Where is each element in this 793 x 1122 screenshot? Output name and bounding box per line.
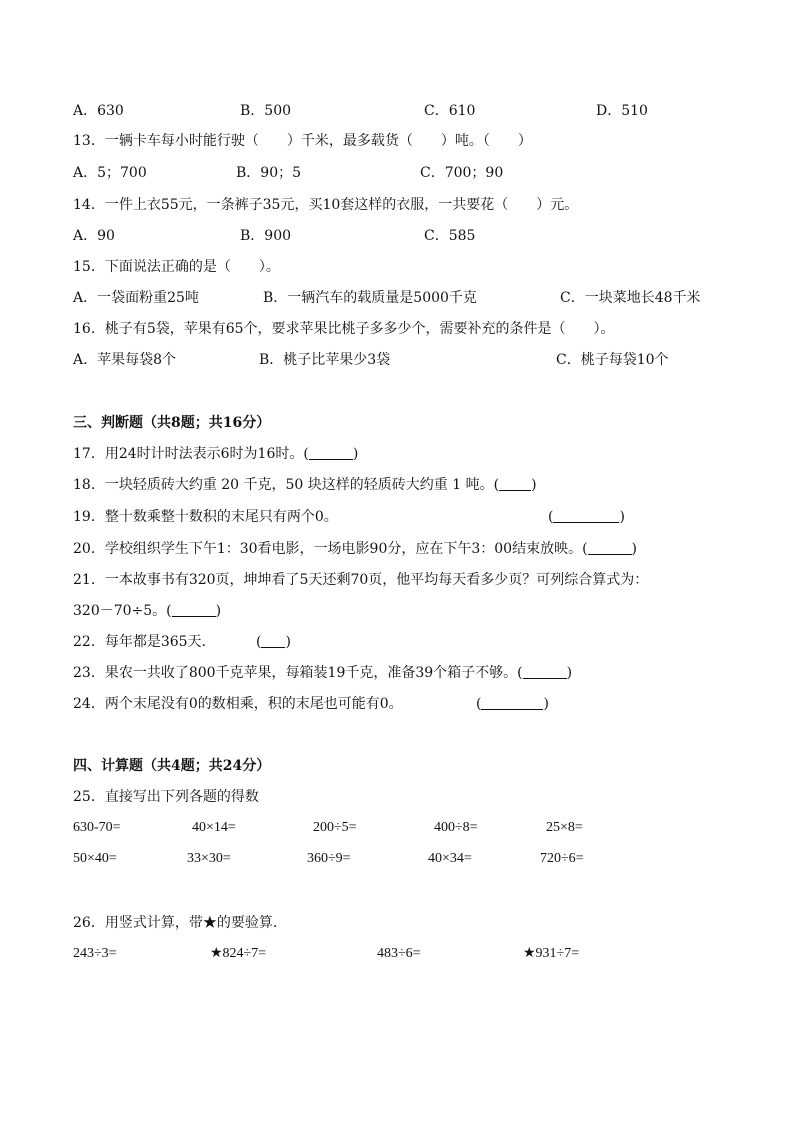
- q15-option-c: C．一块菜地长48千米: [560, 290, 701, 306]
- q22-answer: ( ): [256, 634, 291, 650]
- q24-statement: 24．两个末尾没有0的数相乘，积的末尾也可能有0。: [73, 696, 403, 712]
- q26-item: 243÷3=: [73, 946, 117, 961]
- q23-statement: 23．果农一共收了800千克苹果，每箱装19千克，准备39个箱子不够。( ): [73, 665, 573, 681]
- q12-option-b: B．500: [240, 103, 292, 119]
- q24-answer: ( ): [476, 696, 549, 712]
- q12-option-d: D．510: [596, 103, 648, 119]
- q25-item: 50×40=: [73, 851, 117, 866]
- q16-option-a: A．苹果每袋8个: [73, 352, 177, 368]
- q16-option-c: C．桃子每袋10个: [556, 352, 669, 368]
- q23-answer-blank[interactable]: [523, 664, 567, 679]
- q25-item: 33×30=: [187, 851, 231, 866]
- q13-option-b: B．90；5: [236, 165, 302, 181]
- q21-answer-blank[interactable]: [172, 602, 216, 617]
- q25-item: 200÷5=: [313, 820, 357, 835]
- q14-question: 14．一件上衣55元，一条裤子35元，买10套这样的衣服，一共要花（ ）元。: [73, 197, 579, 213]
- q25-item: 40×34=: [428, 851, 472, 866]
- q13-option-a: A．5；700: [73, 165, 147, 181]
- q19-answer: ( ): [548, 509, 625, 525]
- q25-item: 630-70=: [73, 820, 121, 835]
- q22-answer-blank[interactable]: [261, 633, 285, 648]
- section-4-heading: 四、计算题（共4题；共24分）: [73, 758, 271, 774]
- q16-option-b: B．桃子比苹果少3袋: [259, 352, 391, 368]
- section-3-heading: 三、判断题（共8题；共16分）: [73, 415, 271, 431]
- q26-item-verify: ★824÷7=: [210, 946, 267, 961]
- q26-question: 26．用竖式计算，带★的要验算.: [73, 915, 278, 931]
- q25-question: 25．直接写出下列各题的得数: [73, 789, 259, 805]
- q18-statement: 18．一块轻质砖大约重 20 千克，50 块这样的轻质砖大约重 1 吨。( ): [73, 477, 537, 493]
- q13-question: 13．一辆卡车每小时能行驶（ ）千米，最多载货（ ）吨。（ ）: [73, 133, 532, 149]
- q14-option-c: C．585: [424, 228, 476, 244]
- q24-answer-blank[interactable]: [481, 695, 543, 710]
- q14-option-b: B．900: [240, 228, 292, 244]
- q15-question: 15．下面说法正确的是（ ）。: [73, 259, 280, 275]
- q21-statement: 21．一本故事书有320页，坤坤看了5天还剩70页，他平均每天看多少页？可列综合算式为：: [73, 572, 649, 588]
- q20-answer-blank[interactable]: [588, 540, 632, 555]
- q26-item-verify: ★931÷7=: [523, 946, 580, 961]
- q18-answer-blank[interactable]: [499, 476, 531, 491]
- q13-option-c: C．700；90: [420, 165, 504, 181]
- q19-statement: 19．整十数乘整十数积的末尾只有两个0。: [73, 509, 338, 525]
- q21-expression: 320－70÷5。( ): [73, 603, 222, 619]
- q25-item: 25×8=: [546, 820, 583, 835]
- q25-item: 40×14=: [192, 820, 236, 835]
- q25-item: 720÷6=: [540, 851, 584, 866]
- q12-option-a: A．630: [73, 103, 124, 119]
- q26-item: 483÷6=: [377, 946, 421, 961]
- q14-option-a: A．90: [73, 228, 115, 244]
- q22-statement: 22．每年都是365天.: [73, 634, 206, 650]
- q17-answer-blank[interactable]: [309, 445, 353, 460]
- q25-item: 360÷9=: [307, 851, 351, 866]
- q19-answer-blank[interactable]: [553, 508, 619, 523]
- q16-question: 16．桃子有5袋，苹果有65个，要求苹果比桃子多多少个，需要补充的条件是（ ）。: [73, 321, 615, 337]
- q12-option-c: C．610: [424, 103, 476, 119]
- q15-option-b: B．一辆汽车的载质量是5000千克: [263, 290, 477, 306]
- q15-option-a: A．一袋面粉重25吨: [73, 290, 199, 306]
- q25-item: 400÷8=: [434, 820, 478, 835]
- q17-statement: 17．用24时计时法表示6时为16时。( ): [73, 446, 359, 462]
- q20-statement: 20．学校组织学生下午1：30看电影，一场电影90分，应在下午3：00结束放映。( ): [73, 541, 638, 557]
